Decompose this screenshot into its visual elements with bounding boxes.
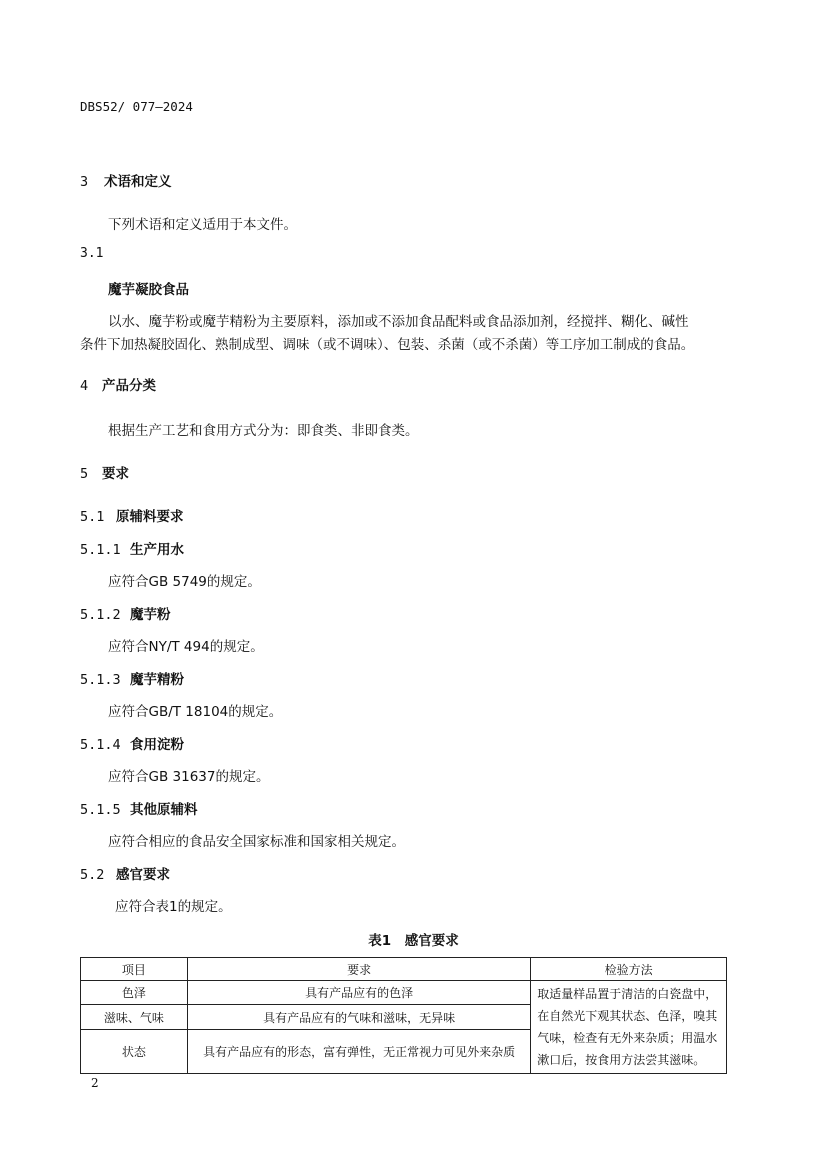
section-number: 5.1.2 bbox=[80, 607, 121, 623]
test-method: 取适量样品置于清洁的白瓷盘中，在自然光下观其状态、色泽，嗅其气味，检查有无外来杂质；用温水漱口后，按食用方法尝其滋味。 bbox=[531, 981, 727, 1074]
table-caption: 表1 感官要求 bbox=[368, 933, 459, 949]
section-5-1-4-heading bbox=[80, 733, 184, 753]
section-5-1-2-text: 应符合NY/T 494的规定。 bbox=[108, 639, 264, 655]
row-item: 状态 bbox=[81, 1030, 188, 1074]
section-title: 其他原辅料 bbox=[130, 802, 198, 818]
section-title: 原辅料要求 bbox=[116, 509, 184, 525]
section-5-2-text: 应符合表1的规定。 bbox=[115, 899, 232, 915]
section-title: 产品分类 bbox=[102, 378, 156, 394]
section-number: 5.1.3 bbox=[80, 672, 121, 688]
section-5-1-2-heading bbox=[80, 603, 171, 623]
section-number: 3 bbox=[80, 174, 89, 190]
header-requirement: 要求 bbox=[187, 958, 530, 981]
section-number: 5.1.1 bbox=[80, 542, 121, 558]
section-number: 5 bbox=[80, 466, 89, 482]
section-5-1-4-text: 应符合GB 31637的规定。 bbox=[108, 769, 270, 785]
section-5-1-3-text: 应符合GB/T 18104的规定。 bbox=[108, 704, 283, 720]
header-method: 检验方法 bbox=[531, 958, 727, 981]
table-header-row bbox=[81, 958, 727, 981]
section-title: 感官要求 bbox=[116, 867, 170, 883]
section-title: 魔芋粉 bbox=[130, 607, 171, 623]
header-item: 项目 bbox=[81, 958, 188, 981]
section-title: 生产用水 bbox=[130, 542, 184, 558]
section-5-1-heading bbox=[80, 505, 184, 525]
term-definition-line-2: 条件下加热凝胶固化、熟制成型、调味（或不调味）、包装、杀菌（或不杀菌）等工序加工制成的食品。 bbox=[80, 337, 695, 353]
section-5-1-3-heading bbox=[80, 668, 184, 688]
section-title: 要求 bbox=[102, 466, 129, 482]
section-5-1-5-heading bbox=[80, 798, 198, 818]
row-requirement: 具有产品应有的形态，富有弹性，无正常视力可见外来杂质 bbox=[187, 1030, 530, 1074]
section-5-2-heading bbox=[80, 863, 170, 883]
section-5-1-1-text: 应符合GB 5749的规定。 bbox=[108, 574, 261, 590]
row-requirement: 具有产品应有的色泽 bbox=[187, 981, 530, 1005]
row-requirement: 具有产品应有的气味和滋味，无异味 bbox=[187, 1005, 530, 1030]
section-title: 食用淀粉 bbox=[130, 737, 184, 753]
row-item: 色泽 bbox=[81, 981, 188, 1005]
sensory-requirements-table bbox=[80, 957, 727, 1074]
section-title: 术语和定义 bbox=[104, 174, 172, 190]
section-title: 魔芋精粉 bbox=[130, 672, 184, 688]
section-number: 5.1.4 bbox=[80, 737, 121, 753]
section-number: 5.1 bbox=[80, 509, 105, 525]
section-5-1-1-heading bbox=[80, 538, 184, 558]
section-4-heading bbox=[80, 374, 156, 394]
section-3-intro: 下列术语和定义适用于本文件。 bbox=[108, 217, 297, 233]
section-number: 5.2 bbox=[80, 867, 105, 883]
section-number: 5.1.5 bbox=[80, 802, 121, 818]
section-3-heading bbox=[80, 170, 172, 190]
section-4-text: 根据生产工艺和食用方式分为：即食类、非即食类。 bbox=[108, 423, 419, 439]
section-number: 4 bbox=[80, 378, 89, 394]
section-5-heading bbox=[80, 462, 129, 482]
row-item: 滋味、气味 bbox=[81, 1005, 188, 1030]
page-number: 2 bbox=[91, 1076, 99, 1090]
term-definition-line-1: 以水、魔芋粉或魔芋精粉为主要原料，添加或不添加食品配料或食品添加剂，经搅拌、糊化、碱性 bbox=[108, 314, 689, 330]
section-3-1-number: 3.1 bbox=[80, 246, 104, 261]
section-5-1-5-text: 应符合相应的食品安全国家标准和国家相关规定。 bbox=[108, 834, 405, 850]
term-title: 魔芋凝胶食品 bbox=[108, 282, 189, 298]
table-row bbox=[81, 981, 727, 1005]
document-code: DBS52/ 077—2024 bbox=[80, 99, 193, 114]
